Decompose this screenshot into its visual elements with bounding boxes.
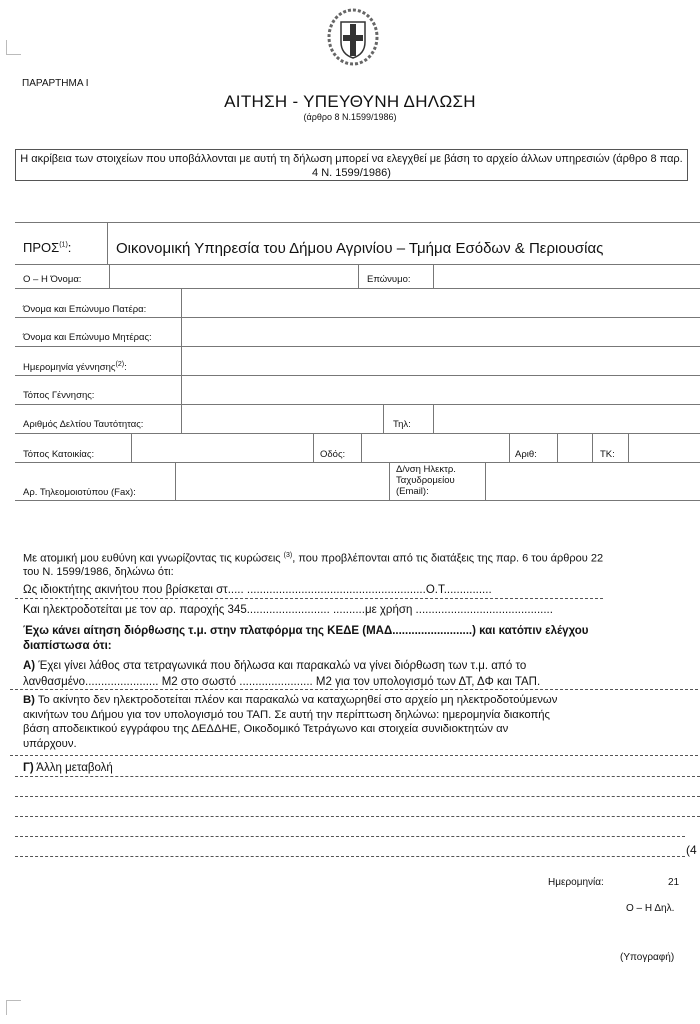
surname-label: Επώνυμο: xyxy=(367,274,411,285)
street-input[interactable] xyxy=(362,434,508,461)
postcode-input[interactable] xyxy=(629,434,700,461)
option-a: Α) Έχει γίνει λάθος στα τετραγωνικά που δήλωσα και παρακαλώ να γίνει διόρθωση των τ.μ. από το λανθασμένο....................... Μ2 στο σωστό ....................... Μ2 για τον υπολογισμό των ΔΤ, ΔΦ και ΤΑΠ. xyxy=(23,660,541,688)
postcode-label: ΤΚ: xyxy=(600,449,615,460)
surname-input[interactable] xyxy=(434,265,700,287)
name-label: Ο – Η Όνομα: xyxy=(23,274,82,285)
option-c: Γ) Άλλη μεταβολή xyxy=(23,762,113,774)
mother-name-input[interactable] xyxy=(182,318,700,346)
phone-input[interactable] xyxy=(434,405,700,432)
dotted-rule xyxy=(10,755,698,756)
page-subtitle: (άρθρο 8 Ν.1599/1986) xyxy=(303,112,397,122)
declarant-label: Ο – Η Δηλ. xyxy=(626,903,675,914)
id-number-label: Αριθμός Δελτίου Ταυτότητας: xyxy=(23,419,144,430)
supply-line: Και ηλεκτροδοτείται με τον αρ. παροχής 345.......................... ..........με χρήση ........................................... xyxy=(23,604,553,616)
to-label: ΠΡΟΣ$^{(1)}$: xyxy=(23,240,72,255)
email-input[interactable] xyxy=(486,463,700,499)
street-label: Οδός: xyxy=(320,449,346,460)
email-label: Δ/νση Ηλεκτρ. Ταχυδρομείου (Email): xyxy=(396,464,456,497)
annex-label: ΠΑΡΑΡΤΗΜΑ Ι xyxy=(22,78,89,89)
birthplace-input[interactable] xyxy=(182,376,700,404)
dotted-rule xyxy=(15,856,685,857)
dotted-rule xyxy=(10,689,698,690)
signature-label: (Υπογραφή) xyxy=(620,952,675,963)
footnote-mark: (4 xyxy=(686,843,697,857)
dotted-rule xyxy=(15,796,700,797)
birthplace-label: Τόπος Γέννησης: xyxy=(23,390,95,401)
dotted-rule xyxy=(15,776,700,777)
corner-mark-bottom-left xyxy=(6,1000,21,1015)
date-label: Ημερομηνία: xyxy=(548,877,604,888)
declaration-intro: Με ατομική μου ευθύνη και γνωρίζοντας τις κυρώσεις $^{(3)}$, που προβλέπονται από τις διατάξεις της παρ. 6 του άρθρου 22 του Ν. 1599/1986, δηλώνω ότι: xyxy=(23,552,604,578)
owner-line: Ως ιδιοκτήτης ακινήτου που βρίσκεται στ..... ........................................................Ο.Τ............... xyxy=(23,584,492,596)
number-input[interactable] xyxy=(558,434,591,461)
page-title: ΑΙΤΗΣΗ - ΥΠΕΥΘΥΝΗ ΔΗΛΩΣΗ xyxy=(224,92,476,111)
dotted-rule xyxy=(15,836,685,837)
id-number-input[interactable] xyxy=(182,405,382,432)
birthdate-input[interactable] xyxy=(182,347,700,375)
residence-input[interactable] xyxy=(132,434,312,461)
greek-coat-of-arms-icon xyxy=(326,8,380,66)
dotted-rule xyxy=(15,598,603,599)
phone-label: Τηλ: xyxy=(393,419,411,430)
mother-name-label: Όνομα και Επώνυμο Μητέρας: xyxy=(23,332,152,343)
accuracy-notice: Η ακρίβεια των στοιχείων που υποβάλλονται με αυτή τη δήλωση μπορεί να ελεγχθεί με βάση το αρχείο άλλων υπηρεσιών (άρθρο 8 παρ. 4 Ν. 1599/1986) xyxy=(15,149,688,181)
option-b: Β) Το ακίνητο δεν ηλεκτροδοτείται πλέον και παρακαλώ να καταχωρηθεί στο αρχείο μη ηλεκτροδοτούμενων ακινήτων του Δήμου για τον υπολογισμό του ΤΑΠ. Σε αυτή την περίπτωση δηλώνω: ημερομηνία διακοπής βάση αποδεικτικού εγγράφου της ΔΕΔΔΗΕ, Οικοδομικό Τετράγωνο και στοιχεία συνιδιοκτητών αν υπάρχουν. xyxy=(23,694,558,750)
dotted-rule xyxy=(15,816,700,817)
name-input[interactable] xyxy=(110,265,357,287)
father-name-label: Όνομα και Επώνυμο Πατέρα: xyxy=(23,304,147,315)
residence-label: Τόπος Κατοικίας: xyxy=(23,449,95,460)
number-label: Αριθ: xyxy=(515,449,537,460)
father-name-input[interactable] xyxy=(182,289,700,317)
fax-label: Αρ. Τηλεομοιοτύπου (Fax): xyxy=(23,487,136,498)
request-line: Έχω κάνει αίτηση διόρθωσης τ.μ. στην πλατφόρμα της ΚΕΔΕ (ΜΑΔ.........................) και κατόπιν ελέγχου διαπίστωσα ότι: xyxy=(23,625,589,652)
date-value: 21 xyxy=(668,877,680,888)
corner-mark-top-left xyxy=(6,40,21,55)
birthdate-label: Ημερομηνία γέννησης$^{(2)}$: xyxy=(23,361,127,374)
fax-input[interactable] xyxy=(176,463,388,499)
to-recipient: Οικονομική Υπηρεσία του Δήμου Αγρινίου – Τμήμα Εσόδων & Περιουσίας xyxy=(116,240,604,257)
